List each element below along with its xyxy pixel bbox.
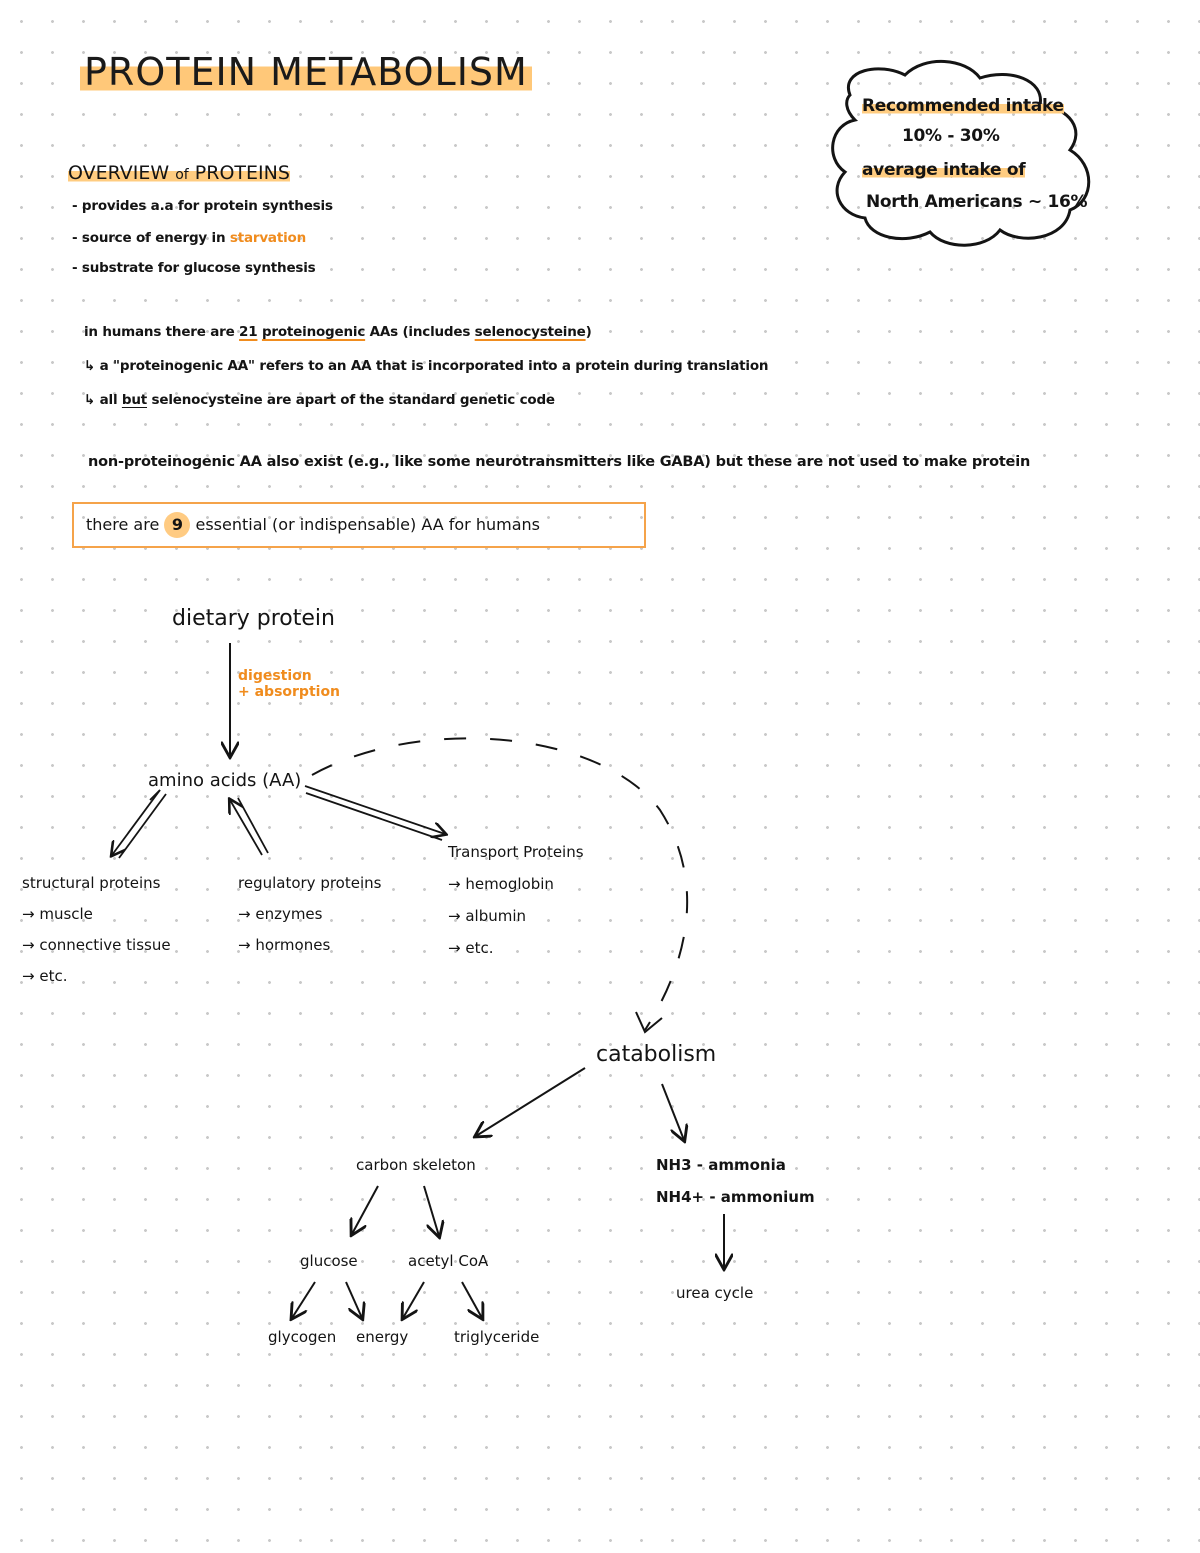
arrow-aa-transport xyxy=(305,786,445,840)
node-carbon-skeleton: carbon skeleton xyxy=(356,1156,476,1174)
intake-line-2: 10% - 30% xyxy=(902,126,1000,146)
group-transport xyxy=(448,836,584,964)
transport-heading: Transport Proteins xyxy=(448,843,584,861)
arrow-glucose-glycogen xyxy=(292,1282,315,1318)
arrow-carbon-acetyl xyxy=(424,1186,439,1236)
node-amino-acids: amino acids (AA) xyxy=(148,770,302,791)
structural-item: → muscle xyxy=(22,905,93,923)
node-acetyl-coa: acetyl CoA xyxy=(408,1252,489,1270)
node-glycogen: glycogen xyxy=(268,1328,337,1346)
overview-bullet-2: - source of energy in starvation xyxy=(72,230,307,246)
regulatory-item: → enzymes xyxy=(238,905,323,923)
group-regulatory xyxy=(238,868,381,961)
node-triglyceride: triglyceride xyxy=(454,1328,540,1346)
node-catabolism: catabolism xyxy=(596,1042,717,1067)
arrow-aa-regulatory xyxy=(230,798,268,855)
intake-line-4: North Americans ~ 16% xyxy=(866,192,1088,212)
page-title: PROTEIN METABOLISM xyxy=(80,50,532,94)
regulatory-item: → hormones xyxy=(238,936,331,954)
arrow-catab-nh3 xyxy=(662,1084,684,1140)
arrow-acetyl-energy xyxy=(403,1282,424,1318)
transport-item: → hemoglobin xyxy=(448,875,554,893)
node-dietary-protein: dietary protein xyxy=(172,606,335,631)
node-energy: energy xyxy=(356,1328,409,1346)
essential-number: 9 xyxy=(164,512,190,538)
humans-line-1: in humans there are 21 proteinogenic AAs (includes selenocysteine) xyxy=(84,324,592,340)
arrow-glucose-energy xyxy=(346,1282,362,1318)
regulatory-heading: regulatory proteins xyxy=(238,874,382,892)
transport-item: → etc. xyxy=(448,939,494,957)
essential-line: there are 9 essential (or indispensable) AA for humans xyxy=(86,512,540,538)
node-nh3: NH3 - ammonia xyxy=(656,1156,786,1174)
overview-bullet-1: - provides a.a for protein synthesis xyxy=(72,198,333,214)
node-nh4: NH4+ - ammonium xyxy=(656,1188,815,1206)
arrow-carbon-glucose xyxy=(352,1186,378,1234)
arrow-aa-structural xyxy=(112,790,166,858)
label-digestion: digestion + absorption xyxy=(238,668,341,700)
humans-line-2: ↳ a "proteinogenic AA" refers to an AA that is incorporated into a protein during translation xyxy=(84,358,769,374)
intake-line-1: Recommended intake xyxy=(862,96,1064,116)
group-structural xyxy=(22,868,171,992)
node-glucose: glucose xyxy=(300,1252,358,1270)
node-urea-cycle: urea cycle xyxy=(676,1284,754,1302)
structural-heading: structural proteins xyxy=(22,874,161,892)
overview-heading: OVERVIEW of PROTEINS xyxy=(68,162,290,184)
humans-line-3: ↳ all but selenocysteine are apart of the standard genetic code xyxy=(84,392,555,408)
arrow-acetyl-triglyceride xyxy=(462,1282,482,1318)
structural-item: → etc. xyxy=(22,967,68,985)
structural-item: → connective tissue xyxy=(22,936,171,954)
intake-line-3: average intake of xyxy=(862,160,1026,180)
nonproteinogenic-line: non-proteinogenic AA also exist (e.g., like some neurotransmitters like GABA) but these are not used to make protein xyxy=(88,454,1031,470)
arrow-catab-carbon xyxy=(476,1068,585,1136)
overview-bullet-3: - substrate for glucose synthesis xyxy=(72,260,316,276)
transport-item: → albumin xyxy=(448,907,527,925)
